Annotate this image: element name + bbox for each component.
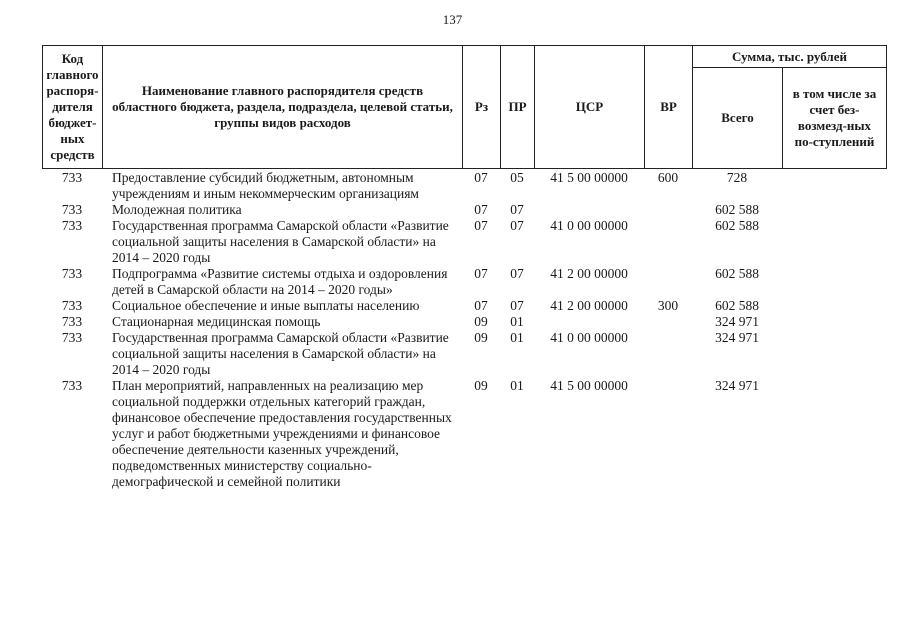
row-vsego: 602 588 [715,202,759,217]
table-row [42,202,886,218]
row-v-tom-chisle [782,314,886,330]
header-vr: ВР [645,46,693,169]
row-v-tom-chisle [782,202,886,218]
row-pr: 05 [510,170,524,185]
row-vr [644,330,692,378]
row-rz: 07 [474,266,488,281]
row-v-tom-chisle [782,266,886,298]
row-rz: 09 [474,314,488,329]
row-name: Подпрограмма «Развитие системы отдыха и оздоровления детей в Самарской области на 2014 – 2020 годы» [112,266,448,297]
row-v-tom-chisle [782,298,886,314]
row-vr [644,202,692,218]
row-vr [644,266,692,298]
row-vsego: 324 971 [715,314,759,329]
row-pr: 01 [510,330,524,345]
row-pr: 07 [510,202,524,217]
header-kod: Код главного распоря-дителя бюджет-ных средств [43,46,103,169]
row-v-tom-chisle [782,378,886,490]
row-name: Молодежная политика [112,202,242,217]
row-kod: 733 [61,378,83,393]
row-name: Государственная программа Самарской области «Развитие социальной защиты населения в Самарской области» на 2014 – 2020 годы [112,330,449,377]
row-name: Государственная программа Самарской области «Развитие социальной защиты населения в Самарской области» на 2014 – 2020 годы [112,218,449,265]
row-pr: 01 [510,314,524,329]
header-vsego: Всего [693,68,783,169]
row-vsego: 602 588 [715,218,759,233]
row-name: Предоставление субсидий бюджетным, автономным учреждениям и иным некоммерческим организациям [112,170,419,201]
row-pr: 07 [510,218,524,233]
row-rz: 09 [474,378,488,393]
row-kod: 733 [61,330,83,345]
table-row [42,378,886,490]
row-csr: 41 5 00 00000 [550,170,628,185]
row-csr [534,202,644,218]
table-row [42,298,886,314]
row-vsego: 324 971 [715,330,759,345]
row-vr: 600 [657,170,679,185]
row-kod: 733 [61,314,83,329]
row-kod: 733 [61,298,83,313]
header-rz: Рз [463,46,501,169]
table-header [42,45,887,169]
header-csr: ЦСР [535,46,645,169]
row-rz: 07 [474,218,488,233]
row-vsego: 602 588 [715,298,759,313]
header-name: Наименование главного распорядителя средств областного бюджета, раздела, подраздела, целевой статьи, группы видов расходов [103,46,463,169]
row-vsego: 728 [726,170,748,185]
row-vr [644,218,692,266]
table-row [42,266,886,298]
header-pr: ПР [501,46,535,169]
row-name: План мероприятий, направленных на реализацию мер социальной поддержки отдельных категорий граждан, финансовое обеспечение предоставления государственных услуг и работ бюджетными учреждениями и финансовое обеспечение деятельности казенных учреждений, подведомственных министерству социально-демографической и семейной политики [112,378,452,489]
header-summa: Сумма, тыс. рублей [693,46,887,68]
header-v-tom-chisle: в том числе за счет без-возмезд-ных по-ступлений [783,68,887,169]
row-csr: 41 0 00 00000 [550,218,628,233]
row-v-tom-chisle [782,218,886,266]
row-rz: 07 [474,298,488,313]
table-row [42,314,886,330]
row-pr: 01 [510,378,524,393]
row-csr [534,314,644,330]
table-row [42,170,886,202]
row-pr: 07 [510,298,524,313]
row-csr: 41 5 00 00000 [550,378,628,393]
row-csr: 41 2 00 00000 [550,266,628,281]
row-vsego: 602 588 [715,266,759,281]
row-vsego: 324 971 [715,378,759,393]
row-vr [644,314,692,330]
row-v-tom-chisle [782,170,886,202]
row-kod: 733 [61,170,83,185]
row-v-tom-chisle [782,330,886,378]
row-csr: 41 2 00 00000 [550,298,628,313]
row-name: Стационарная медицинская помощь [112,314,321,329]
page-number: 137 [442,12,463,27]
row-rz: 07 [474,202,488,217]
table-row [42,330,886,378]
row-pr: 07 [510,266,524,281]
row-kod: 733 [61,218,83,233]
row-kod: 733 [61,266,83,281]
table-row [42,218,886,266]
row-csr: 41 0 00 00000 [550,330,628,345]
row-rz: 09 [474,330,488,345]
row-name: Социальное обеспечение и иные выплаты населению [112,298,420,313]
row-kod: 733 [61,202,83,217]
row-rz: 07 [474,170,488,185]
row-vr: 300 [657,298,679,313]
table-body [42,170,886,490]
row-vr [644,378,692,490]
